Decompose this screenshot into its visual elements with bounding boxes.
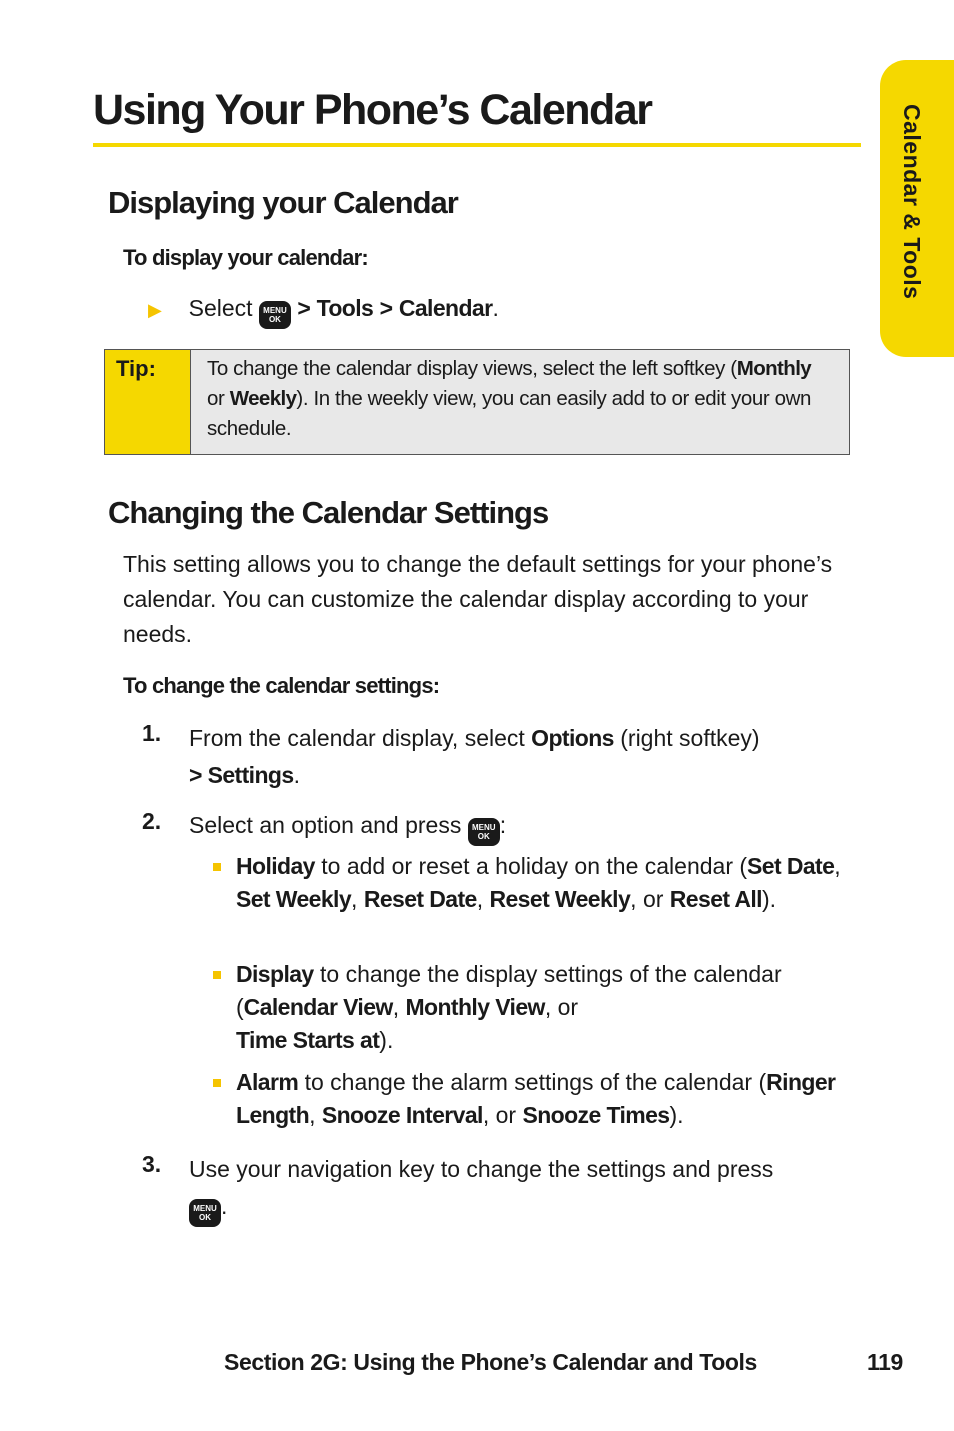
footer-section-title: Section 2G: Using the Phone’s Calendar and Tools xyxy=(224,1349,757,1375)
path-sep: > xyxy=(379,295,393,321)
step-number: 1. xyxy=(142,720,162,746)
square-bullet-icon xyxy=(213,863,221,871)
bullet-holiday: Holiday to add or reset a holiday on the calendar (Set Date, Set Weekly, Reset Date, Reset Weekly, or Reset All). xyxy=(236,853,841,912)
step-prefix: Select xyxy=(188,295,253,321)
square-bullet-icon xyxy=(213,971,221,979)
square-bullet-icon xyxy=(213,1079,221,1087)
tip-box xyxy=(104,349,850,455)
arrow-bullet-icon: ▶ xyxy=(148,300,162,320)
menu-ok-key-icon: MENU OK xyxy=(259,301,291,329)
step-number: 3. xyxy=(142,1151,162,1177)
path-tools: Tools xyxy=(316,295,374,321)
subhead-display: To display your calendar: xyxy=(123,245,368,270)
step-3-text: Use your navigation key to change the settings and press MENU OK . xyxy=(189,1151,809,1227)
step-2-text: Select an option and press MENU OK : xyxy=(189,808,506,846)
title-rule xyxy=(93,143,861,147)
intro-paragraph: This setting allows you to change the default settings for your phone’s calendar. You can customize the calendar display according to your needs. xyxy=(123,551,833,647)
side-tab-label: Calendar & Tools xyxy=(899,104,925,300)
tip-text: To change the calendar display views, select the left softkey (Monthly or Weekly). In the weekly view, you can easily add to or edit your own schedule. xyxy=(191,350,849,454)
display-step: ▶ Select MENU OK > Tools > Calendar. xyxy=(148,291,499,329)
subhead-settings: To change the calendar settings: xyxy=(123,673,440,698)
menu-ok-key-icon: MENU OK xyxy=(189,1199,221,1227)
tip-label: Tip: xyxy=(105,350,191,454)
page-number: 119 xyxy=(867,1349,903,1375)
page-title: Using Your Phone’s Calendar xyxy=(93,86,652,134)
step-number: 2. xyxy=(142,808,162,834)
side-tab xyxy=(880,60,954,357)
menu-ok-key-icon: MENU OK xyxy=(468,818,500,846)
path-sep: > xyxy=(297,295,311,321)
section-heading-settings: Changing the Calendar Settings xyxy=(108,495,549,530)
bullet-display: Display to change the display settings of the calendar (Calendar View, Monthly View, or Time Starts at). xyxy=(236,961,782,1053)
bullet-alarm: Alarm to change the alarm settings of the calendar (Ringer Length, Snooze Interval, or Snooze Times). xyxy=(236,1069,836,1128)
section-heading-display: Displaying your Calendar xyxy=(108,185,458,220)
path-calendar: Calendar xyxy=(398,295,493,321)
step-1-text: From the calendar display, select Options (right softkey) > Settings. xyxy=(189,725,760,788)
